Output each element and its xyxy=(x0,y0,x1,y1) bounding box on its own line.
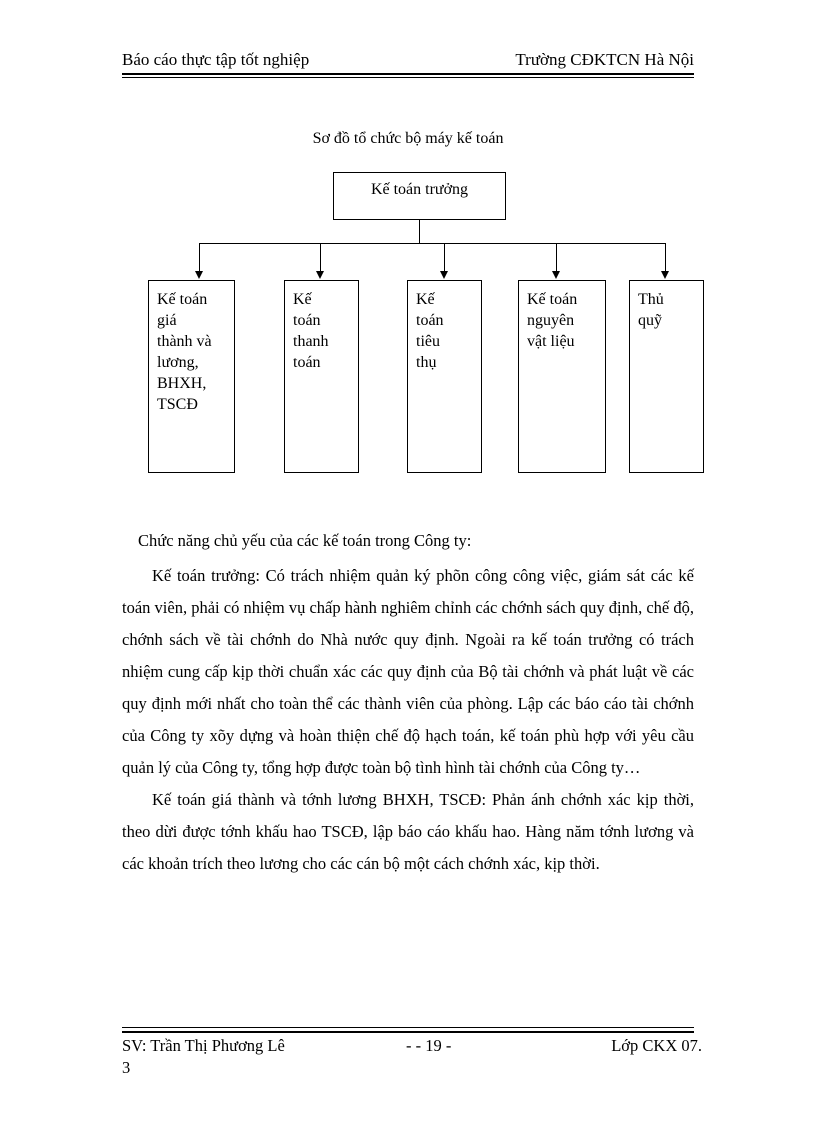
org-chart-child-box xyxy=(284,280,359,473)
footer-class-wrap: 3 xyxy=(122,1058,131,1077)
paragraph-cost-payroll-accountant: Kế toán giá thành và tớnh lương BHXH, TSCĐ: Phản ánh chớnh xác kịp thời, theo dừi được tớnh khấu hao TSCĐ, lập báo cáo khấu hao. Hàng năm tớnh lương và các khoản trích theo lương cho các cán bộ một cách chớnh xác, kịp thời. xyxy=(122,790,694,873)
org-chart-arrow xyxy=(195,271,203,279)
org-chart-child-line: quỹ xyxy=(638,312,662,329)
org-chart-child-line: Kế toán xyxy=(157,291,208,308)
header-divider-thin xyxy=(122,77,694,78)
org-chart-connector-root xyxy=(419,220,420,243)
org-chart-child-line: giá xyxy=(157,312,177,329)
org-chart-child-line: Kế xyxy=(416,291,435,308)
footer-divider xyxy=(122,1031,694,1033)
footer-divider-thin xyxy=(122,1027,694,1028)
org-chart-child-line: Kế xyxy=(293,291,312,308)
org-chart-title: Sơ đồ tổ chức bộ máy kế toán xyxy=(312,130,504,147)
org-chart-child-line: vật liệu xyxy=(527,333,575,350)
paragraph-chief-accountant: Kế toán trưởng: Có trách nhiệm quản ký phõn công công việc, giám sát các kế toán viên, phải có nhiệm vụ chấp hành nghiêm chỉnh các chớnh sách quy định, chế độ, chớnh sách về tài chớnh do Nhà nước quy định. Ngoài ra kế toán trưởng có trách nhiệm cung cấp kịp thời chuẩn xác các quy định của Bộ tài chớnh và phát luật về các quy định mới nhất cho toàn thể các thành viên của phòng. Lập các báo cáo tài chớnh của Công ty xõy dựng và hoàn thiện chế độ hạch toán, kế toán phù hợp với yêu cầu quản lý của Công ty, tổng hợp được toàn bộ tình hình tài chớnh của Công ty… xyxy=(122,566,694,777)
org-chart-child-line: thanh xyxy=(293,333,329,350)
org-chart-connector xyxy=(320,243,321,272)
header-divider xyxy=(122,73,694,75)
org-chart-arrow xyxy=(440,271,448,279)
header-school-name: Trường CĐKTCN Hà Nội xyxy=(515,50,694,69)
page-header xyxy=(122,48,694,72)
org-chart-child-box xyxy=(407,280,482,473)
org-chart-connector xyxy=(444,243,445,272)
org-chart-child-line: thành và xyxy=(157,333,212,350)
org-chart-child-line: Thủ xyxy=(638,291,664,308)
org-chart-arrow xyxy=(661,271,669,279)
section-intro: Chức năng chủ yếu của các kế toán trong Công ty: xyxy=(138,531,472,550)
org-chart-child-line: toán xyxy=(293,312,321,329)
org-chart-root-label: Kế toán trưởng xyxy=(370,181,469,198)
org-chart-child-box xyxy=(629,280,704,473)
body-paragraphs xyxy=(122,560,694,880)
footer-class: Lớp CKX 07. xyxy=(611,1036,702,1055)
org-chart-child-line: Kế toán xyxy=(527,291,578,308)
org-chart-connector xyxy=(556,243,557,272)
org-chart-child-box xyxy=(518,280,606,473)
org-chart-child-line: tiêu xyxy=(416,333,440,350)
org-chart-arrow xyxy=(552,271,560,279)
footer-student-name: SV: Trần Thị Phương Lê xyxy=(122,1036,285,1055)
org-chart-connector xyxy=(199,243,200,272)
org-chart-child-box xyxy=(148,280,235,473)
org-chart-child-line: BHXH, xyxy=(157,375,207,392)
org-chart-child-line: nguyên xyxy=(527,312,575,329)
org-chart-connector xyxy=(665,243,666,272)
org-chart-arrow xyxy=(316,271,324,279)
org-chart-connector-bus xyxy=(199,243,666,244)
org-chart-child-line: thụ xyxy=(416,354,437,371)
org-chart-child-line: lương, xyxy=(157,354,199,371)
org-chart-child-line: toán xyxy=(416,312,444,329)
org-chart-child-line: toán xyxy=(293,354,321,371)
org-chart-child-line: TSCĐ xyxy=(157,396,198,413)
header-report-title: Báo cáo thực tập tốt nghiệp xyxy=(122,50,310,69)
org-chart-root-box xyxy=(333,172,506,220)
footer-page-number: - - 19 - xyxy=(406,1036,452,1055)
